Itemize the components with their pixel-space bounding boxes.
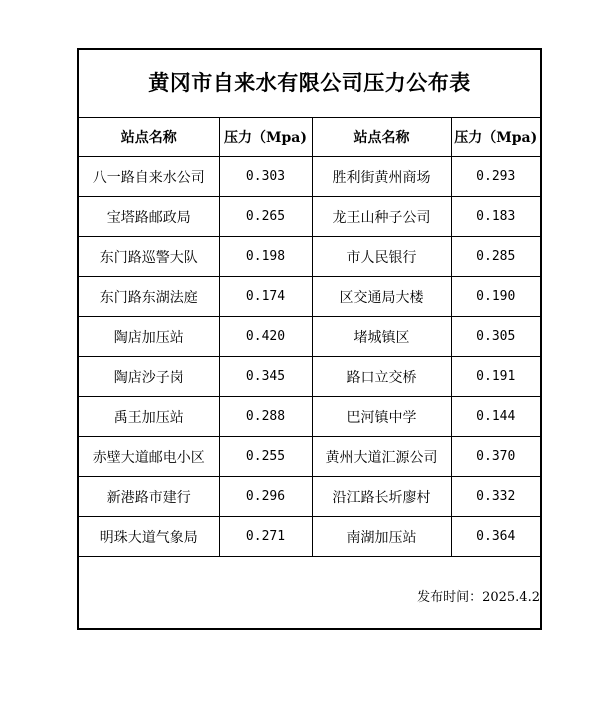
pressure-value-cell: 0.293 — [451, 157, 540, 197]
table-row — [79, 157, 540, 197]
station-name-cell: 明珠大道气象局 — [79, 517, 219, 557]
page-title: 黄冈市自来水有限公司压力公布表 — [79, 50, 540, 118]
station-name-cell: 宝塔路邮政局 — [79, 197, 219, 237]
station-name-cell: 新港路市建行 — [79, 477, 219, 517]
pressure-value-cell: 0.345 — [219, 357, 312, 397]
station-name-cell: 区交通局大楼 — [312, 277, 451, 317]
pressure-value-cell: 0.183 — [451, 197, 540, 237]
pressure-value-cell: 0.191 — [451, 357, 540, 397]
table-row — [79, 317, 540, 357]
pressure-value-cell: 0.332 — [451, 477, 540, 517]
station-name-cell: 南湖加压站 — [312, 517, 451, 557]
pressure-value-cell: 0.285 — [451, 237, 540, 277]
station-name-cell: 黄州大道汇源公司 — [312, 437, 451, 477]
column-header-pressure-right: 压力（Mpa) — [451, 118, 540, 157]
pressure-value-cell: 0.144 — [451, 397, 540, 437]
pressure-value-cell: 0.303 — [219, 157, 312, 197]
pressure-table — [79, 118, 540, 557]
table-header-row — [79, 118, 540, 157]
station-name-cell: 东门路巡警大队 — [79, 237, 219, 277]
pressure-value-cell: 0.190 — [451, 277, 540, 317]
station-name-cell: 禹王加压站 — [79, 397, 219, 437]
pressure-value-cell: 0.198 — [219, 237, 312, 277]
station-name-cell: 巴河镇中学 — [312, 397, 451, 437]
station-name-cell: 陶店沙子岗 — [79, 357, 219, 397]
station-name-cell: 市人民银行 — [312, 237, 451, 277]
table-row — [79, 197, 540, 237]
table-row — [79, 277, 540, 317]
table-row — [79, 357, 540, 397]
column-header-station-right: 站点名称 — [312, 118, 451, 157]
pressure-value-cell: 0.255 — [219, 437, 312, 477]
table-row — [79, 237, 540, 277]
station-name-cell: 胜利街黄州商场 — [312, 157, 451, 197]
pressure-value-cell: 0.271 — [219, 517, 312, 557]
column-header-station-left: 站点名称 — [79, 118, 219, 157]
pressure-value-cell: 0.305 — [451, 317, 540, 357]
station-name-cell: 路口立交桥 — [312, 357, 451, 397]
pressure-value-cell: 0.296 — [219, 477, 312, 517]
pressure-value-cell: 0.288 — [219, 397, 312, 437]
pressure-value-cell: 0.174 — [219, 277, 312, 317]
table-row — [79, 477, 540, 517]
column-header-pressure-left: 压力（Mpa) — [219, 118, 312, 157]
table-row — [79, 437, 540, 477]
publish-time: 发布时间：2025.4.2 — [417, 590, 540, 605]
station-name-cell: 东门路东湖法庭 — [79, 277, 219, 317]
pressure-value-cell: 0.370 — [451, 437, 540, 477]
station-name-cell: 沿江路长圻廖村 — [312, 477, 451, 517]
station-name-cell: 陶店加压站 — [79, 317, 219, 357]
pressure-value-cell: 0.265 — [219, 197, 312, 237]
pressure-value-cell: 0.420 — [219, 317, 312, 357]
station-name-cell: 堵城镇区 — [312, 317, 451, 357]
station-name-cell: 八一路自来水公司 — [79, 157, 219, 197]
pressure-bulletin-sheet — [77, 48, 542, 630]
pressure-value-cell: 0.364 — [451, 517, 540, 557]
table-row — [79, 517, 540, 557]
station-name-cell: 龙王山种子公司 — [312, 197, 451, 237]
table-row — [79, 397, 540, 437]
station-name-cell: 赤壁大道邮电小区 — [79, 437, 219, 477]
